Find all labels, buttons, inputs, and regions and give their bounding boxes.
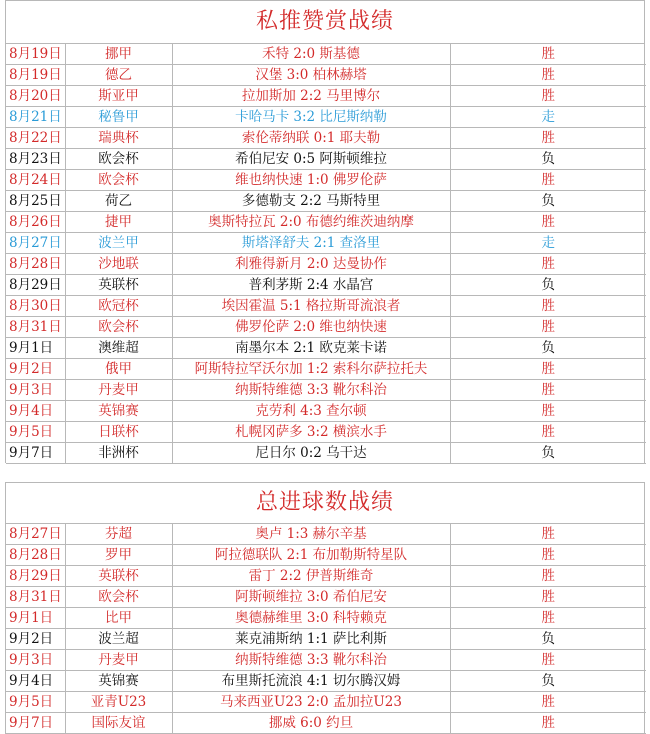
table-row <box>6 629 646 650</box>
date-cell: 9月7日 <box>6 443 65 464</box>
date-cell: 8月31日 <box>6 587 65 608</box>
match-cell: 斯塔泽舒夫 2:1 查洛里 <box>172 233 450 254</box>
result-cell: 胜 <box>450 524 646 545</box>
date-cell: 8月28日 <box>6 545 65 566</box>
league-cell: 丹麦甲 <box>65 380 172 401</box>
date-cell: 8月26日 <box>6 212 65 233</box>
league-cell: 瑞典杯 <box>65 128 172 149</box>
match-cell: 汉堡 3:0 柏林赫塔 <box>172 65 450 86</box>
result-cell: 负 <box>450 629 646 650</box>
table-row <box>6 317 646 338</box>
match-cell: 希伯尼安 0:5 阿斯顿维拉 <box>172 149 450 170</box>
league-cell: 沙地联 <box>65 254 172 275</box>
table-row <box>6 170 646 191</box>
match-cell: 多德勒支 2:2 马斯特里 <box>172 191 450 212</box>
league-cell: 罗甲 <box>65 545 172 566</box>
league-cell: 丹麦甲 <box>65 650 172 671</box>
result-cell: 胜 <box>450 170 646 191</box>
league-cell: 欧会杯 <box>65 317 172 338</box>
league-cell: 亚青U23 <box>65 692 172 713</box>
date-cell: 8月28日 <box>6 254 65 275</box>
league-cell: 英联杯 <box>65 566 172 587</box>
table-row <box>6 692 646 713</box>
table-row <box>6 671 646 692</box>
league-cell: 非洲杯 <box>65 443 172 464</box>
match-cell: 奥卢 1:3 赫尔辛基 <box>172 524 450 545</box>
date-cell: 9月7日 <box>6 713 65 734</box>
match-cell: 南墨尔本 2:1 欧克莱卡诺 <box>172 338 450 359</box>
date-cell: 8月25日 <box>6 191 65 212</box>
match-cell: 阿斯特拉罕沃尔加 1:2 索科尔萨拉托夫 <box>172 359 450 380</box>
match-cell: 挪威 6:0 约旦 <box>172 713 450 734</box>
table-row <box>6 359 646 380</box>
result-cell: 负 <box>450 275 646 296</box>
league-cell: 英联杯 <box>65 275 172 296</box>
table-row <box>6 149 646 170</box>
result-cell: 胜 <box>450 128 646 149</box>
date-cell: 8月19日 <box>6 65 65 86</box>
table-row <box>6 65 646 86</box>
match-cell: 雷丁 2:2 伊普斯维奇 <box>172 566 450 587</box>
league-cell: 欧冠杯 <box>65 296 172 317</box>
record-panel-total-goals <box>5 482 645 734</box>
table-row <box>6 128 646 149</box>
league-cell: 欧会杯 <box>65 170 172 191</box>
result-cell: 胜 <box>450 650 646 671</box>
section-title: 私推赞赏战绩 <box>6 1 644 44</box>
result-cell: 胜 <box>450 587 646 608</box>
result-cell: 胜 <box>450 44 646 65</box>
result-cell: 胜 <box>450 566 646 587</box>
result-cell: 胜 <box>450 296 646 317</box>
result-cell: 胜 <box>450 401 646 422</box>
league-cell: 波兰超 <box>65 629 172 650</box>
record-table <box>6 524 646 734</box>
league-cell: 英锦赛 <box>65 401 172 422</box>
league-cell: 荷乙 <box>65 191 172 212</box>
match-cell: 奥德赫维里 3:0 科特赖克 <box>172 608 450 629</box>
table-row <box>6 191 646 212</box>
match-cell: 布里斯托流浪 4:1 切尔腾汉姆 <box>172 671 450 692</box>
result-cell: 胜 <box>450 65 646 86</box>
date-cell: 9月1日 <box>6 338 65 359</box>
table-row <box>6 524 646 545</box>
date-cell: 8月22日 <box>6 128 65 149</box>
table-row <box>6 296 646 317</box>
league-cell: 国际友谊 <box>65 713 172 734</box>
date-cell: 9月2日 <box>6 359 65 380</box>
result-cell: 胜 <box>450 86 646 107</box>
table-row <box>6 587 646 608</box>
table-row <box>6 401 646 422</box>
match-cell: 埃因霍温 5:1 格拉斯哥流浪者 <box>172 296 450 317</box>
result-cell: 胜 <box>450 713 646 734</box>
date-cell: 9月3日 <box>6 650 65 671</box>
table-row <box>6 380 646 401</box>
match-cell: 莱克浦斯纳 1:1 萨比利斯 <box>172 629 450 650</box>
match-cell: 纳斯特维德 3:3 靴尔科治 <box>172 380 450 401</box>
result-cell: 走 <box>450 107 646 128</box>
match-cell: 利雅得新月 2:0 达曼协作 <box>172 254 450 275</box>
table-row <box>6 107 646 128</box>
result-cell: 负 <box>450 191 646 212</box>
date-cell: 9月2日 <box>6 629 65 650</box>
table-row <box>6 608 646 629</box>
match-cell: 佛罗伦萨 2:0 维也纳快速 <box>172 317 450 338</box>
league-cell: 秘鲁甲 <box>65 107 172 128</box>
result-cell: 胜 <box>450 692 646 713</box>
league-cell: 芬超 <box>65 524 172 545</box>
match-cell: 纳斯特维德 3:3 靴尔科治 <box>172 650 450 671</box>
table-row <box>6 233 646 254</box>
date-cell: 9月4日 <box>6 401 65 422</box>
league-cell: 英锦赛 <box>65 671 172 692</box>
match-cell: 克劳利 4:3 查尔顿 <box>172 401 450 422</box>
date-cell: 9月4日 <box>6 671 65 692</box>
result-cell: 负 <box>450 671 646 692</box>
match-cell: 拉加斯加 2:2 马里博尔 <box>172 86 450 107</box>
result-cell: 胜 <box>450 359 646 380</box>
match-cell: 维也纳快速 1:0 佛罗伦萨 <box>172 170 450 191</box>
table-row <box>6 422 646 443</box>
date-cell: 8月27日 <box>6 233 65 254</box>
table-row <box>6 44 646 65</box>
date-cell: 8月24日 <box>6 170 65 191</box>
date-cell: 8月23日 <box>6 149 65 170</box>
result-cell: 胜 <box>450 380 646 401</box>
date-cell: 8月19日 <box>6 44 65 65</box>
result-cell: 走 <box>450 233 646 254</box>
table-row <box>6 713 646 734</box>
date-cell: 8月29日 <box>6 566 65 587</box>
date-cell: 9月1日 <box>6 608 65 629</box>
match-cell: 索伦蒂纳联 0:1 耶夫勒 <box>172 128 450 149</box>
league-cell: 日联杯 <box>65 422 172 443</box>
match-cell: 尼日尔 0:2 乌干达 <box>172 443 450 464</box>
table-row <box>6 254 646 275</box>
date-cell: 9月3日 <box>6 380 65 401</box>
result-cell: 胜 <box>450 317 646 338</box>
result-cell: 负 <box>450 149 646 170</box>
date-cell: 9月5日 <box>6 692 65 713</box>
result-cell: 胜 <box>450 254 646 275</box>
table-row <box>6 443 646 464</box>
record-table <box>6 44 646 464</box>
table-row <box>6 566 646 587</box>
date-cell: 8月30日 <box>6 296 65 317</box>
table-row <box>6 338 646 359</box>
league-cell: 比甲 <box>65 608 172 629</box>
date-cell: 9月5日 <box>6 422 65 443</box>
league-cell: 波兰甲 <box>65 233 172 254</box>
date-cell: 8月20日 <box>6 86 65 107</box>
match-cell: 阿斯顿维拉 3:0 希伯尼安 <box>172 587 450 608</box>
result-cell: 负 <box>450 443 646 464</box>
table-row <box>6 275 646 296</box>
league-cell: 欧会杯 <box>65 587 172 608</box>
league-cell: 德乙 <box>65 65 172 86</box>
result-cell: 胜 <box>450 545 646 566</box>
match-cell: 马来西亚U23 2:0 孟加拉U23 <box>172 692 450 713</box>
table-row <box>6 545 646 566</box>
section-title: 总进球数战绩 <box>6 483 644 524</box>
match-cell: 普利茅斯 2:4 水晶宫 <box>172 275 450 296</box>
league-cell: 捷甲 <box>65 212 172 233</box>
result-cell: 胜 <box>450 422 646 443</box>
league-cell: 澳维超 <box>65 338 172 359</box>
date-cell: 8月29日 <box>6 275 65 296</box>
match-cell: 卡哈马卡 3:2 比尼斯纳勒 <box>172 107 450 128</box>
league-cell: 俄甲 <box>65 359 172 380</box>
table-row <box>6 212 646 233</box>
date-cell: 8月31日 <box>6 317 65 338</box>
league-cell: 斯亚甲 <box>65 86 172 107</box>
result-cell: 胜 <box>450 608 646 629</box>
match-cell: 阿拉德联队 2:1 布加勒斯特星队 <box>172 545 450 566</box>
match-cell: 禾特 2:0 斯基德 <box>172 44 450 65</box>
result-cell: 胜 <box>450 212 646 233</box>
league-cell: 挪甲 <box>65 44 172 65</box>
match-cell: 札幌冈萨多 3:2 横滨水手 <box>172 422 450 443</box>
table-row <box>6 650 646 671</box>
result-cell: 负 <box>450 338 646 359</box>
match-cell: 奥斯特拉瓦 2:0 布德约维茨迪纳摩 <box>172 212 450 233</box>
date-cell: 8月27日 <box>6 524 65 545</box>
record-panel-private <box>5 0 645 463</box>
league-cell: 欧会杯 <box>65 149 172 170</box>
date-cell: 8月21日 <box>6 107 65 128</box>
table-row <box>6 86 646 107</box>
